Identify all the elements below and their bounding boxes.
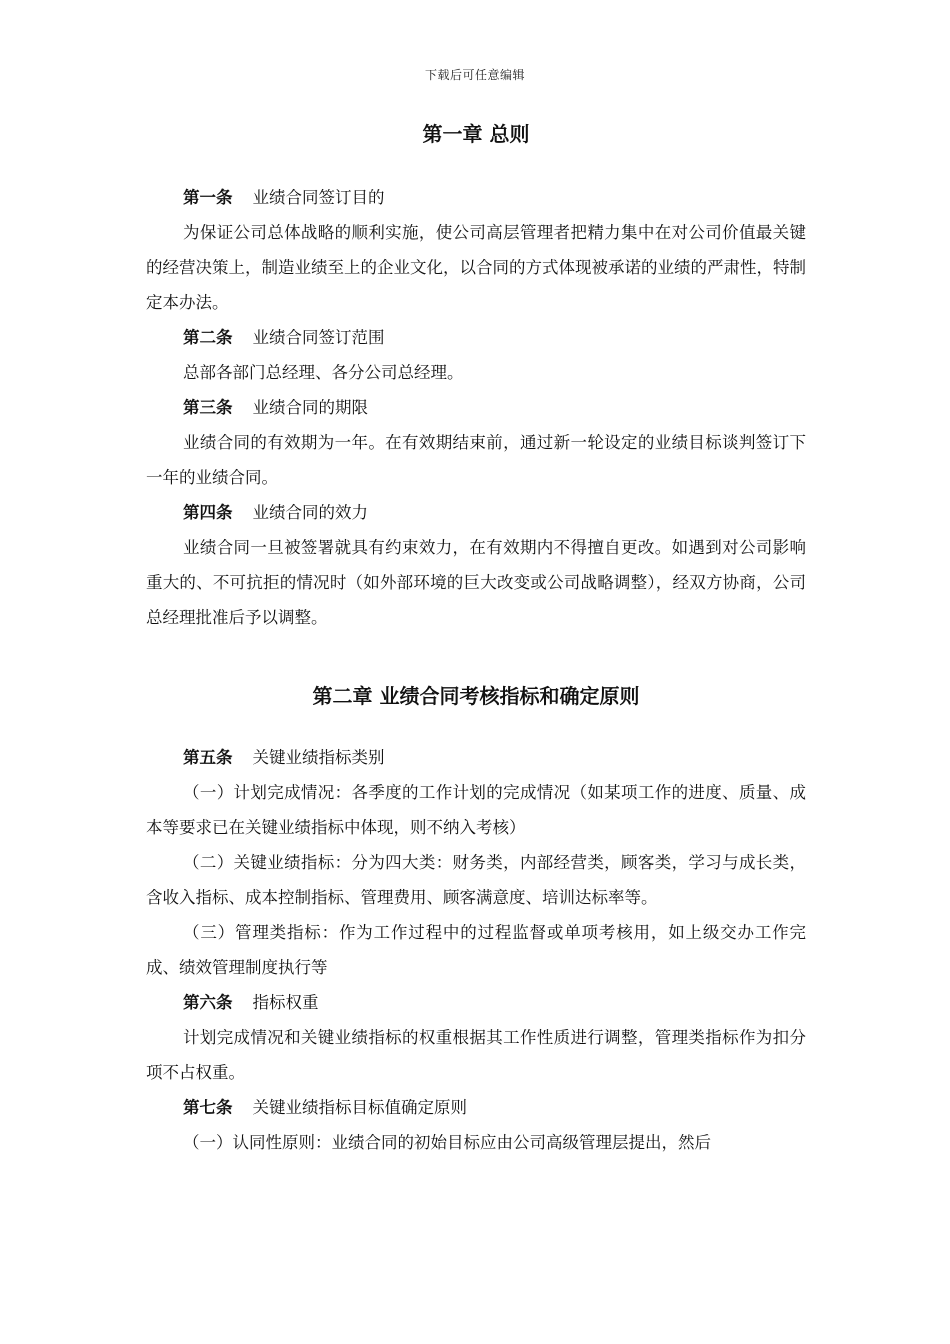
article-title: 指标权重	[252, 993, 319, 1012]
article-heading	[146, 390, 806, 425]
article-number: 第七条	[183, 1098, 233, 1117]
article-number: 第三条	[183, 398, 233, 417]
article-paragraph: （一）认同性原则：业绩合同的初始目标应由公司高级管理层提出，然后	[183, 1133, 711, 1152]
article-heading	[146, 740, 806, 775]
article-paragraph: （三）管理类指标：作为工作过程中的过程监督或单项考核用，如上级交办工作完成、绩效管理制度执行等	[146, 923, 806, 977]
article-paragraph: 业绩合同的有效期为一年。在有效期结束前，通过新一轮设定的业绩目标谈判签订下一年的业绩合同。	[146, 433, 806, 487]
header-watermark: 下载后可任意编辑	[424, 68, 525, 82]
article-title: 业绩合同的效力	[252, 503, 368, 522]
article-title: 业绩合同的期限	[252, 398, 368, 417]
article-paragraph: 计划完成情况和关键业绩指标的权重根据其工作性质进行调整，管理类指标作为扣分项不占权重。	[146, 1028, 806, 1082]
article-heading	[146, 495, 806, 530]
article-paragraph: 为保证公司总体战略的顺利实施，使公司高层管理者把精力集中在对公司价值最关键的经营决策上，制造业绩至上的企业文化，以合同的方式体现被承诺的业绩的严肃性，特制定本办法。	[146, 223, 806, 312]
article-heading	[146, 320, 806, 355]
article-paragraph: 总部各部门总经理、各分公司总经理。	[183, 363, 464, 382]
article-paragraph: 业绩合同一旦被签署就具有约束效力，在有效期内不得擅自更改。如遇到对公司影响重大的、不可抗拒的情况时（如外部环境的巨大改变或公司战略调整），经双方协商，公司总经理批准后予以调整。	[146, 538, 806, 627]
article-title: 关键业绩指标类别	[252, 748, 385, 767]
chapter-2-body	[146, 740, 806, 1160]
article-title: 业绩合同签订范围	[252, 328, 385, 347]
article-title: 关键业绩指标目标值确定原则	[252, 1098, 467, 1117]
article-number: 第一条	[183, 188, 233, 207]
chapter-1-body	[146, 180, 806, 635]
article-number: 第四条	[183, 503, 233, 522]
article-number: 第五条	[183, 748, 233, 767]
chapter-1-title: 第一章 总则	[422, 122, 530, 146]
article-number: 第六条	[183, 993, 233, 1012]
article-heading	[146, 1090, 806, 1125]
article-number: 第二条	[183, 328, 233, 347]
article-paragraph: （一）计划完成情况：各季度的工作计划的完成情况（如某项工作的进度、质量、成本等要求已在关键业绩指标中体现，则不纳入考核）	[146, 783, 806, 837]
chapter-2-title: 第二章 业绩合同考核指标和确定原则	[312, 684, 640, 708]
article-paragraph: （二）关键业绩指标：分为四大类：财务类，内部经营类，顾客类，学习与成长类，含收入指标、成本控制指标、管理费用、顾客满意度、培训达标率等。	[146, 853, 806, 907]
article-heading	[146, 985, 806, 1020]
article-title: 业绩合同签订目的	[252, 188, 385, 207]
article-heading	[146, 180, 806, 215]
